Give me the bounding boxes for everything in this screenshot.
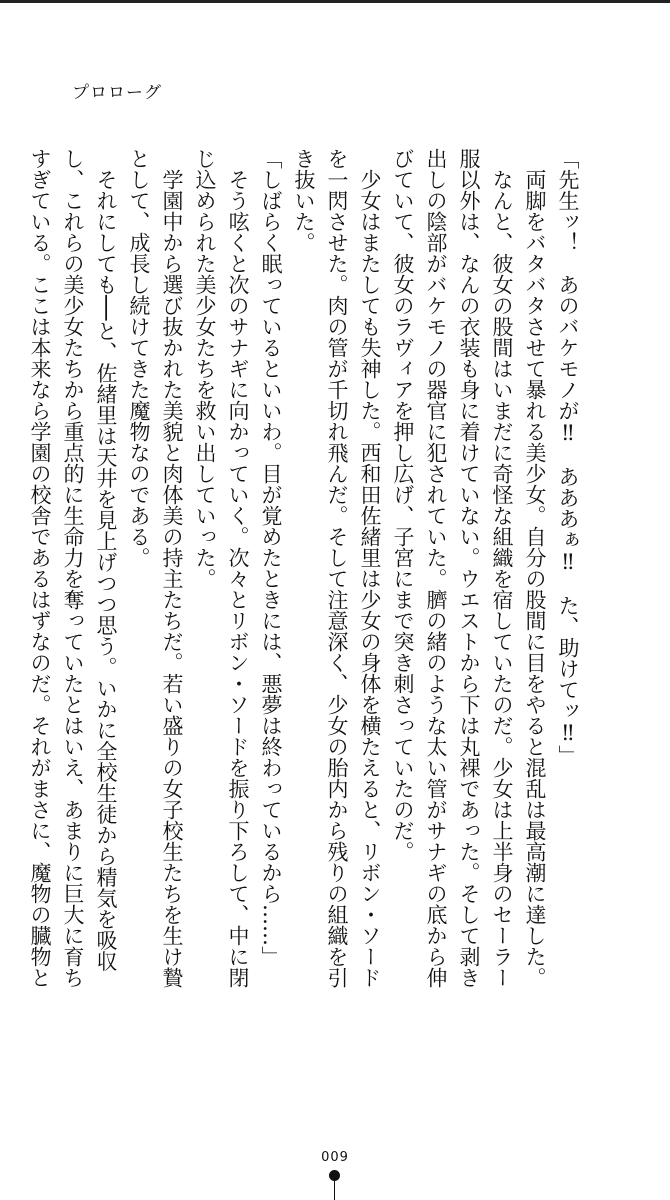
text-line: を一閃させた。肉の管が千切れ飛んだ。そして注意深く、少女の胎内から残りの組織を引 xyxy=(325,148,349,988)
text-line: 少女はまたしても失神した。西和田佐緒里は少女の身体を横たえると、リボン・ソード xyxy=(358,148,382,988)
folio-line-ornament xyxy=(334,1180,335,1200)
text-line: 「しばらく眠っているといいわ。目が覚めたときには、悪夢は終わっているから……」 xyxy=(259,148,283,967)
text-line: 両脚をバタバタさせて暴れる美少女。自分の股間に目をやると混乱は最高潮に達した。 xyxy=(523,148,547,988)
text-line: すぎている。ここは本来なら学園の校舎であるはずなのだ。それがまさに、魔物の臓物と xyxy=(28,148,52,988)
text-line: 「先生ッ！ あのバケモノが‼ あああぁ‼ た、助けてッ‼」 xyxy=(556,148,580,766)
page-number: 009 xyxy=(321,1150,349,1165)
text-line: 服以外は、なんの衣装も身に着けていない。ウエストから下は丸裸であった。そして剥き xyxy=(457,148,481,988)
text-line: き抜いた。 xyxy=(292,148,316,253)
text-line: し、これらの美少女たちから重点的に生命力を奪っていたとはいえ、あまりに巨大に育ち xyxy=(61,148,85,988)
text-line: それにしても──と、佐緒里は天井を見上げつつ思う。いかに全校生徒から精気を吸収 xyxy=(94,148,118,972)
text-line: 学園中から選び抜かれた美貌と肉体美の持主たちだ。若い盛りの女子校生たちを生け贄 xyxy=(160,148,184,988)
chapter-header: プロローグ xyxy=(72,83,162,103)
text-line: そう呟くと次のサナギに向かっていく。次々とリボン・ソードを振り下ろして、中に閉 xyxy=(226,148,250,988)
text-line: として、成長し続けてきた魔物なのである。 xyxy=(127,148,151,568)
top-rule xyxy=(0,0,670,3)
vertical-body-text xyxy=(28,148,584,988)
text-line: びていて、彼女のラヴィアを押し広げ、子宮にまで突き刺さっていたのだ。 xyxy=(391,148,415,862)
text-line: なんと、彼女の股間はいまだに奇怪な組織を宿していたのだ。少女は上半身のセーラー xyxy=(490,148,514,988)
text-line: じ込められた美少女たちを救い出していった。 xyxy=(193,148,217,589)
text-line: 出しの陰部がバケモノの器官に犯されていた。臍の緒のような太い管がサナギの底から伸 xyxy=(424,148,448,988)
